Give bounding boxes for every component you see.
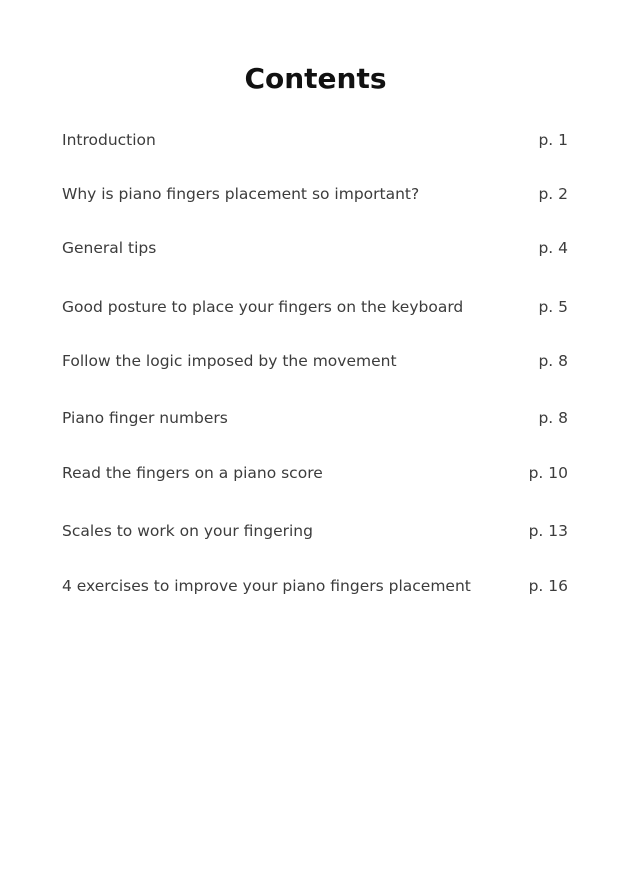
toc-entry <box>62 129 568 151</box>
toc-entry-label: 4 exercises to improve your piano fingers placement <box>62 577 471 595</box>
toc-entry-label: Piano finger numbers <box>62 409 228 427</box>
toc-entry-label: Introduction <box>62 131 156 149</box>
toc-entry-page: p. 5 <box>538 298 568 316</box>
toc-entry <box>62 462 568 484</box>
toc-entry-page: p. 2 <box>538 185 568 203</box>
toc-entry <box>62 237 568 259</box>
toc-entry-page: p. 8 <box>538 409 568 427</box>
toc-entry-page: p. 8 <box>538 352 568 370</box>
toc-entry-label: General tips <box>62 239 157 257</box>
page-title: Contents <box>244 62 387 95</box>
toc-entry <box>62 183 568 205</box>
toc-entry <box>62 350 568 372</box>
toc-entry-page: p. 1 <box>538 131 568 149</box>
toc-entry-label: Read the fingers on a piano score <box>62 464 323 482</box>
toc-entry-page: p. 4 <box>538 239 568 257</box>
toc-entry-label: Follow the logic imposed by the movement <box>62 352 397 370</box>
toc-entry <box>62 407 568 429</box>
toc-entry-label: Why is piano fingers placement so important? <box>62 185 420 203</box>
toc-entry <box>62 520 568 542</box>
toc-entry-page: p. 13 <box>528 522 568 540</box>
toc-entry-label: Good posture to place your fingers on the keyboard <box>62 298 464 316</box>
toc-entry-label: Scales to work on your fingering <box>62 522 313 540</box>
toc-entry <box>62 575 568 597</box>
toc-entry-page: p. 10 <box>528 464 568 482</box>
toc-entry <box>62 296 568 318</box>
toc-entry-page: p. 16 <box>528 577 568 595</box>
